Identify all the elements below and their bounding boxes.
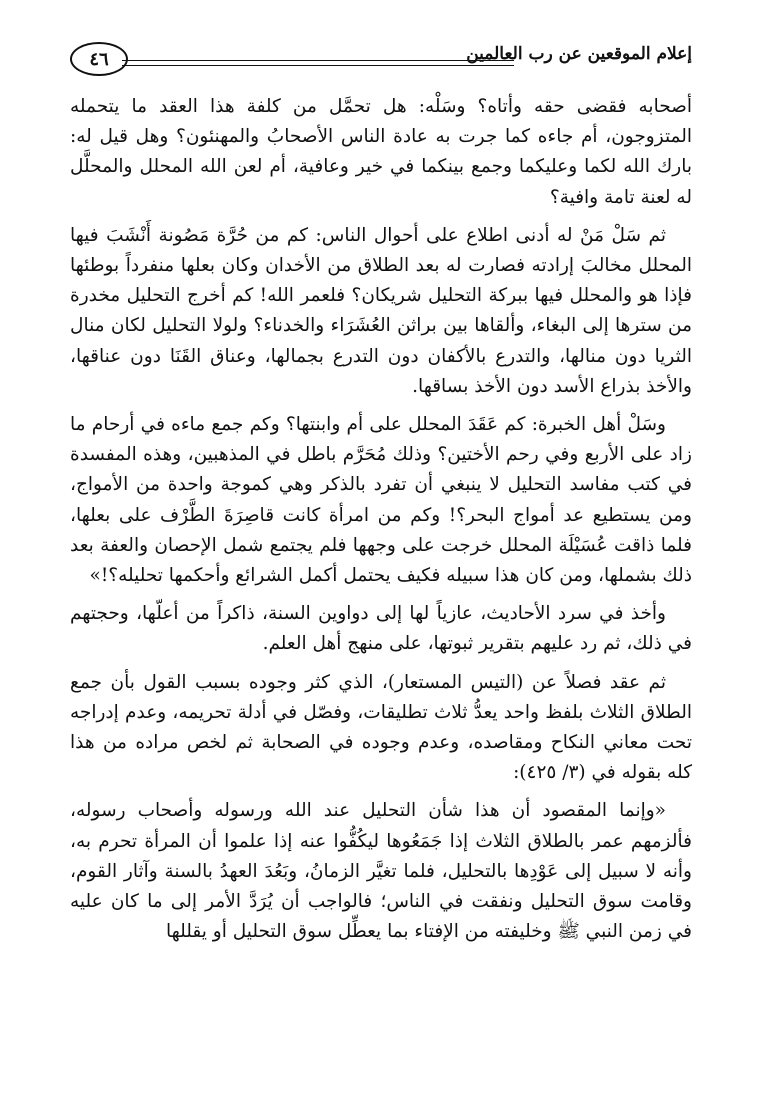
header-rule-top	[122, 60, 514, 61]
paragraph-2: ثم سَلْ مَنْ له أدنى اطلاع على أحوال الناس: كم من حُرَّة مَصُونة أَنْشَبَ فيها المحلل مخالبَ إرادته فصارت له بعد الطلاق من الأخدان وكان بعلها منفرداً بوطئها فإذا هو والمحلل فيها ببركة التحليل شريكان؟ فلعمر الله! كم أخرج التحليل مخدرة من سترها إلى البغاء، وألقاها بين براثن العُشَرَاء والخدناء؟ ولولا التحليل لكان منال الثريا دون منالها، والتدرع بالأكفان دون التدرع بجمالها، وعناق القَنَا دون عناقها، والأخذ بذراع الأسد دون الأخذ بساقها.	[70, 224, 692, 397]
paragraph-1: أصحابه فقضى حقه وأتاه؟ وسَلْه: هل تحمَّل من كلفة هذا العقد ما يتحمله المتزوجون، أم جاءه كما جرت به عادة الناس الأصحابُ والمهنئون؟ وهل قيل له: بارك الله لكما وعليكما وجمع بينكما في خير وعافية، أم لعن الله المحلل والمحلَّل له لعنة تامة وافية؟	[70, 96, 692, 208]
running-header	[70, 38, 692, 78]
page-number-badge	[70, 42, 128, 76]
page-number: ٤٦	[89, 48, 109, 70]
body-text	[70, 92, 692, 955]
paragraph-3: وسَلْ أهل الخبرة: كم عَقَدَ المحلل على أم وابنتها؟ وكم جمع ماءه في أرحام ما زاد على الأربع وفي رحم الأختين؟ وذلك مُحَرَّم باطل في المذهبين، وهذه المفسدة في كتب مفاسد التحليل لا ينبغي أن تفرد بالذكر وهي كموجة واحدة من الأمواج، ومن يستطيع عد أمواج البحر؟! وكم من امرأة كانت قاصِرَةَ الطَّرْف على بعلها، فلما ذاقت عُسَيْلَة المحلل خرجت على وجهها فلم يجتمع شمل الإحصان والعفة بعد ذلك بشملها، ومن كان هذا سبيله فكيف يحتمل أكمل الشرائع وأحكمها تحليله؟!»	[70, 414, 692, 587]
paragraph-4: وأخذ في سرد الأحاديث، عازياً لها إلى دواوين السنة، ذاكراً من أعلّها، وحجتهم في ذلك، ثم رد عليهم بتقرير ثبوتها، على منهج أهل العلم.	[70, 603, 692, 655]
paragraph-5: ثم عقد فصلاً عن (التيس المستعار)، الذي كثر وجوده بسبب القول بأن جمع الطلاق الثلاث بلفظ واحد يعدُّ ثلاث تطليقات، وفصّل في أدلة تحريمه، وعدم إدراجه تحت معاني النكاح ومقاصده، وعدم وجوده في الصحابة ثم لخص مراده من هذا كله بقوله في (٣/ ٤٢٥):	[70, 671, 692, 784]
running-title: إعلام الموقعين عن رب العالمين	[466, 44, 692, 64]
header-rule-bottom	[122, 65, 514, 66]
paragraph-6: «وإنما المقصود أن هذا شأن التحليل عند الله ورسوله وأصحاب رسوله، فألزمهم عمر بالطلاق الثلاث إذا جَمَعُوها ليكُفُّوا عنه إذا علموا أن المرأة تحرم به، وأنه لا سبيل إلى عَوْدِها بالتحليل، فلما تغيَّر الزمانُ، وبَعُدَ العهدُ بالسنة وآثار القوم، وقامت سوق التحليل ونفقت في الناس؛ فالواجب أن يُرَدَّ الأمر إلى ما كان عليه في زمن النبي ﷺ وخليفته من الإفتاء بما يعطِّل سوق التحليل أو يقللها	[70, 800, 692, 943]
